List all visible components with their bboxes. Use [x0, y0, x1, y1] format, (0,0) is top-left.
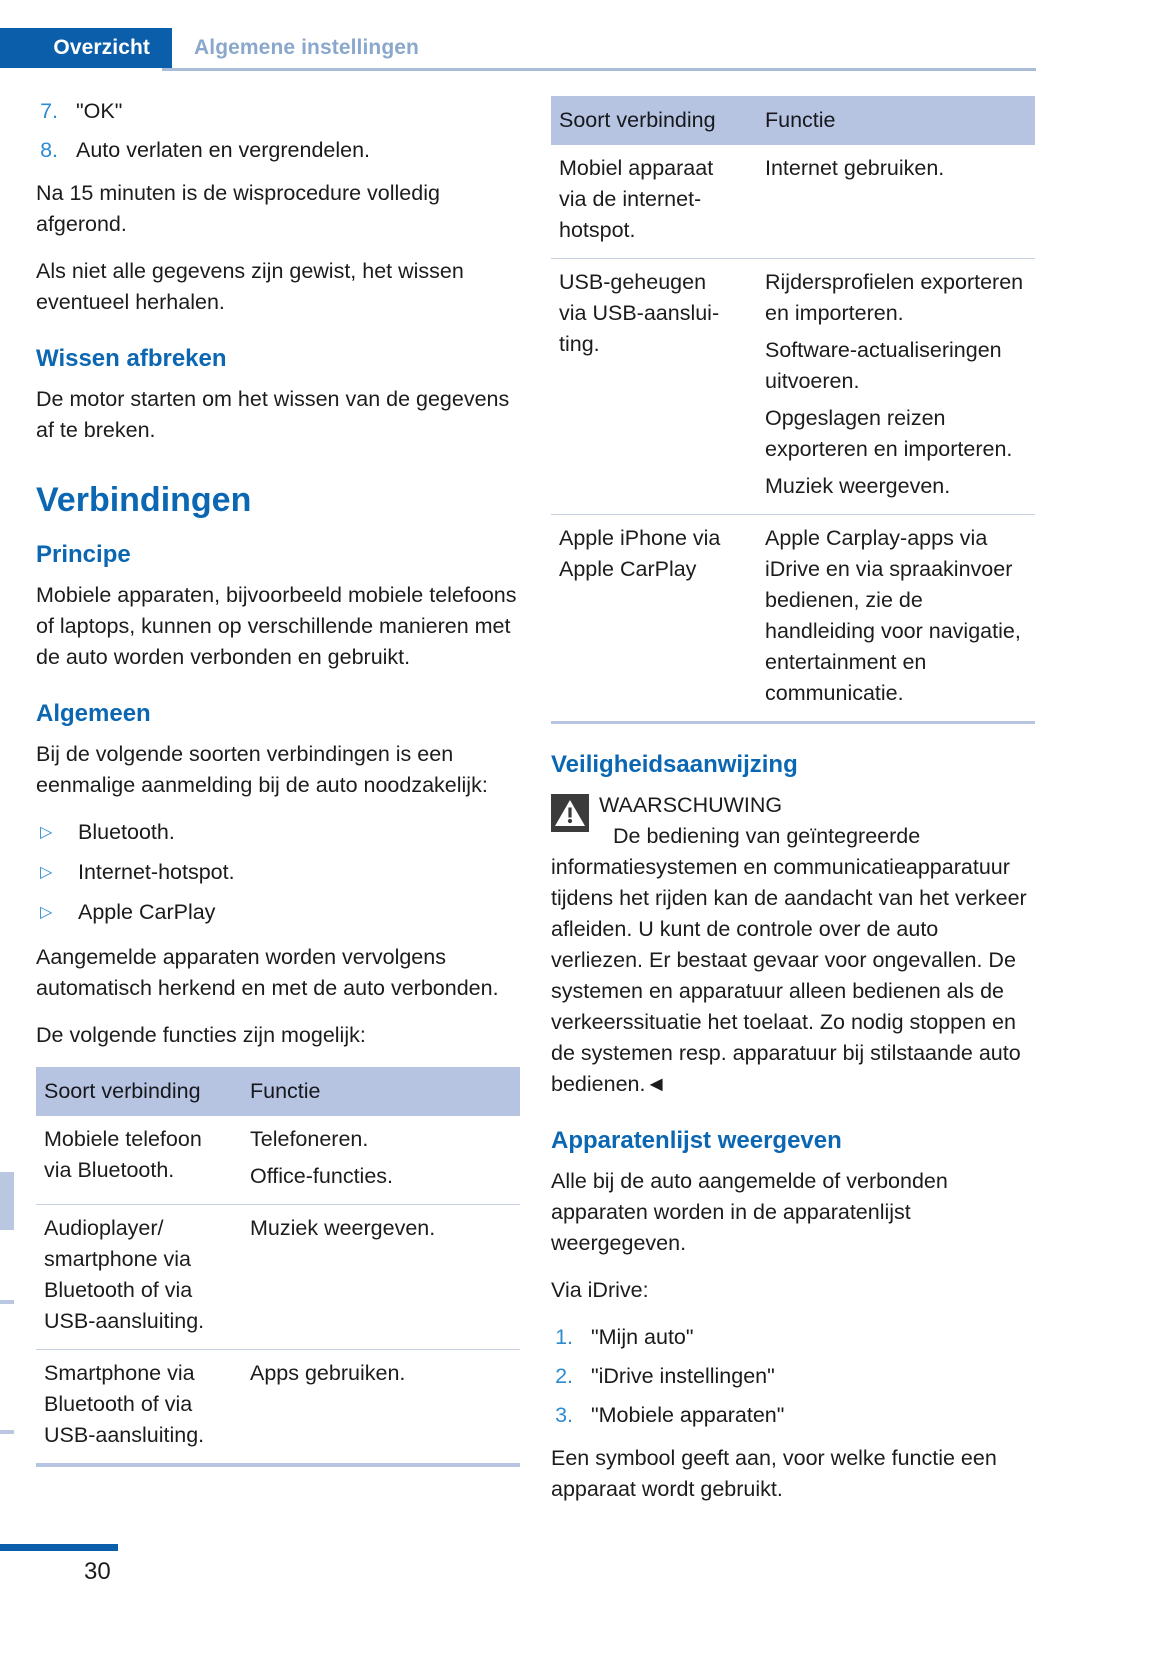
erase-steps-list: [36, 96, 520, 166]
warning-text: [551, 821, 1035, 1100]
paragraph-symbool: Een symbool geeft aan, voor welke functie een apparaat wordt gebruikt.: [551, 1446, 997, 1501]
paragraph-automatisch-herkend: Aangemelde apparaten worden vervolgens automatisch herkend en met de auto verbonden.: [36, 945, 499, 1000]
cell-line: via USB-aanslui-: [559, 301, 720, 325]
cell-line: Apple iPhone via: [559, 526, 721, 550]
cell-paragraph: Muziek weergeven.: [765, 474, 951, 498]
page-header: [0, 0, 1166, 72]
paragraph-herhalen: Als niet alle gegevens zijn gewist, het wissen eventueel herhalen.: [36, 259, 464, 314]
cell-line: Audioplayer/: [44, 1216, 164, 1240]
cell-paragraph: Software-actualiseringen uitvoeren.: [765, 338, 1002, 393]
list-number: 3.: [555, 1403, 573, 1427]
cell-function: [242, 1350, 520, 1464]
cell-paragraph: Office-functies.: [250, 1164, 393, 1188]
paragraph-mobiele-apparaten: Mobiele apparaten, bijvoorbeeld mobiele telefoons of laptops, kunnen op verschillende manieren met de auto worden verbonden en gebruikt.: [36, 583, 517, 669]
cell-function: [757, 515, 1035, 722]
list-item: [36, 135, 520, 166]
edge-index-tick-1: [0, 1172, 14, 1230]
list-text: Apple CarPlay: [78, 900, 216, 924]
list-text: Internet-hotspot.: [78, 860, 235, 884]
left-column: [36, 96, 520, 1467]
paragraph-aanmelding: Bij de volgende soorten verbindingen is een eenmalige aanmelding bij de auto noodzakelijk:: [36, 742, 488, 797]
warning-block: [551, 790, 1035, 1100]
table-bottom-rule: [36, 1463, 520, 1467]
heading-apparatenlijst-weergeven: Apparatenlijst weergeven: [551, 1127, 842, 1154]
cell-connection-type: [36, 1205, 242, 1350]
list-number: 1.: [555, 1325, 573, 1349]
table-row: [36, 1116, 520, 1205]
warning-text-content: De bediening van geïntegreerde informatiesystemen en communicatieapparatuur tijdens het rijden kan de aandacht van het verkeer afleiden. U kunt de controle over de auto verliezen. Er bestaat gevaar voor ongevallen. De systemen en apparatuur alleen bedienen als de verkeerssituatie het toelaat. Zo nodig stoppen en de systemen resp. apparatuur bij stilstaande auto bedienen.◄: [551, 824, 1027, 1096]
table-bottom-rule: [551, 721, 1035, 724]
cell-line: ting.: [559, 332, 600, 356]
cell-paragraph: Muziek weergeven.: [250, 1216, 436, 1240]
cell-function: [757, 145, 1035, 259]
cell-paragraph: Opgeslagen reizen exporteren en importeren.: [765, 406, 1013, 461]
warning-label: WAARSCHUWING: [599, 793, 783, 817]
list-number: 7.: [40, 99, 58, 123]
triangle-bullet-icon: ▷: [40, 864, 53, 881]
table-row: [551, 259, 1035, 515]
cell-connection-type: [551, 145, 757, 259]
cell-line: smartphone via: [44, 1247, 191, 1271]
cell-paragraph: Telefoneren.: [250, 1127, 369, 1151]
list-text: "Mobiele apparaten": [591, 1403, 785, 1427]
heading-principe: Principe: [36, 541, 131, 568]
paragraph-via-idrive: Via iDrive:: [551, 1278, 649, 1302]
cell-line: via Bluetooth.: [44, 1158, 175, 1182]
cell-line: Bluetooth of via: [44, 1392, 193, 1416]
header-divider: [162, 68, 1036, 71]
heading-verbindingen: Verbindingen: [36, 481, 252, 519]
table-row: [36, 1205, 520, 1350]
paragraph-functies-mogelijk: De volgende functies zijn mogelijk:: [36, 1023, 366, 1047]
paragraph-wisprocedure: Na 15 minuten is de wisprocedure volledig afgerond.: [36, 181, 440, 236]
list-item: [551, 1400, 1035, 1431]
cell-line: Mobiel apparaat: [559, 156, 714, 180]
cell-connection-type: [551, 515, 757, 722]
column-header-functie: Functie: [242, 1067, 520, 1116]
list-item: [551, 1361, 1035, 1392]
connection-table-left: [36, 1067, 520, 1463]
cell-function: [757, 259, 1035, 515]
list-item: [36, 817, 520, 848]
cell-connection-type: [36, 1116, 242, 1205]
paragraph-apparatenlijst: Alle bij de auto aangemelde of verbonden apparaten worden in de apparatenlijst weergegeven.: [551, 1169, 948, 1255]
heading-algemeen: Algemeen: [36, 700, 151, 727]
edge-index-tick-2: [0, 1300, 14, 1304]
list-text: "OK": [76, 99, 123, 123]
cell-line: Mobiele telefoon: [44, 1127, 202, 1151]
edge-index-tick-3: [0, 1430, 14, 1434]
cell-function: [242, 1205, 520, 1350]
cell-line: Bluetooth of via: [44, 1278, 193, 1302]
connection-table-right: [551, 96, 1035, 721]
list-text: "Mijn auto": [591, 1325, 694, 1349]
list-text: "iDrive instellingen": [591, 1364, 775, 1388]
column-header-functie: Functie: [757, 96, 1035, 145]
cell-line: USB-aansluiting.: [44, 1309, 205, 1333]
cell-paragraph: Apple Carplay-apps via iDrive en via spraakinvoer bedienen, zie de handleiding voor navigatie, entertainment en communicatie.: [765, 526, 1021, 705]
list-item: [551, 1322, 1035, 1353]
cell-function: [242, 1116, 520, 1205]
cell-connection-type: [551, 259, 757, 515]
list-item: [36, 897, 520, 928]
cell-paragraph: Apps gebruiken.: [250, 1361, 406, 1385]
tab-overzicht[interactable]: Overzicht: [0, 28, 172, 68]
table-header-row: [36, 1067, 520, 1116]
heading-veiligheidsaanwijzing: Veiligheidsaanwijzing: [551, 751, 798, 778]
idrive-steps-list: [551, 1322, 1035, 1431]
triangle-bullet-icon: ▷: [40, 824, 53, 841]
table-row: [551, 515, 1035, 722]
cell-line: USB-geheugen: [559, 270, 707, 294]
column-header-soort-verbinding: Soort verbinding: [36, 1067, 242, 1116]
cell-paragraph: Rijdersprofielen exporteren en importeren.: [765, 270, 1024, 325]
header-tabs: [0, 28, 441, 68]
cell-paragraph: Internet gebruiken.: [765, 156, 945, 180]
triangle-bullet-icon: ▷: [40, 904, 53, 921]
table-row: [551, 145, 1035, 259]
cell-line: USB-aansluiting.: [44, 1423, 205, 1447]
cell-line: Smartphone via: [44, 1361, 195, 1385]
cell-line: hotspot.: [559, 218, 636, 242]
heading-wissen-afbreken: Wissen afbreken: [36, 345, 227, 372]
list-number: 2.: [555, 1364, 573, 1388]
list-item: [36, 96, 520, 127]
cell-connection-type: [36, 1350, 242, 1464]
column-header-soort-verbinding: Soort verbinding: [551, 96, 757, 145]
list-number: 8.: [40, 138, 58, 162]
list-item: [36, 857, 520, 888]
list-text: Bluetooth.: [78, 820, 175, 844]
tab-algemene-instellingen[interactable]: Algemene instellingen: [194, 36, 419, 59]
list-text: Auto verlaten en vergrendelen.: [76, 138, 371, 162]
right-column: [551, 96, 1035, 1521]
page-number: 30: [84, 1558, 111, 1585]
cell-line: Apple CarPlay: [559, 557, 697, 581]
cell-line: via de internet-: [559, 187, 702, 211]
table-row: [36, 1350, 520, 1464]
connection-types-bullets: [36, 817, 520, 928]
table-header-row: [551, 96, 1035, 145]
paragraph-motor-starten: De motor starten om het wissen van de gegevens af te breken.: [36, 387, 510, 442]
warning-triangle-icon: [551, 794, 589, 832]
footer-accent-bar: [0, 1544, 118, 1551]
